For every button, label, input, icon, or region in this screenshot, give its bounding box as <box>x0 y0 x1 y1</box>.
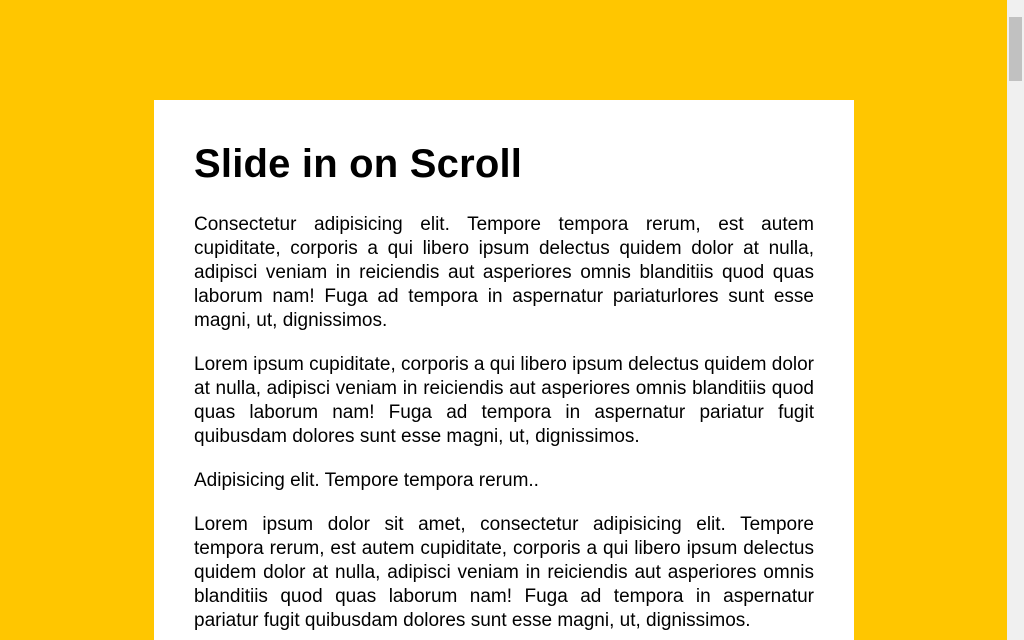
content-card <box>154 100 854 640</box>
vertical-scrollbar[interactable] <box>1007 0 1024 640</box>
paragraph-1: Consectetur adipisicing elit. Tempore tempora rerum, est autem cupiditate, corporis a qui libero ipsum delectus quidem dolor at nulla, adipisci veniam in reiciendis aut asperiores omnis blanditiis quod quas laborum nam! Fuga ad tempora in aspernatur pariaturlores sunt esse magni, ut, dignissimos. <box>194 214 814 331</box>
article-body <box>194 213 814 633</box>
paragraph-2: Lorem ipsum cupiditate, corporis a qui libero ipsum delectus quidem dolor at nulla, adipisci veniam in reiciendis aut asperiores omnis blanditiis quod quas laborum nam! Fuga ad tempora in aspernatur pariatur fugit quibusdam dolores sunt esse magni, ut, dignissimos. <box>194 354 814 447</box>
paragraph-3: Adipisicing elit. Tempore tempora rerum.. <box>194 470 539 491</box>
page-title: Slide in on Scroll <box>194 142 523 186</box>
scrollbar-thumb[interactable] <box>1009 17 1022 81</box>
paragraph-4: Lorem ipsum dolor sit amet, consectetur adipisicing elit. Tempore tempora rerum, est autem cupiditate, corporis a qui libero ipsum delectus quidem dolor at nulla, adipisci veniam in reiciendis aut asperiores omnis blanditiis quod quas laborum nam! Fuga ad tempora in aspernatur pariatur fugit quibusdam dolores sunt esse magni, ut, dignissimos. <box>194 514 814 631</box>
